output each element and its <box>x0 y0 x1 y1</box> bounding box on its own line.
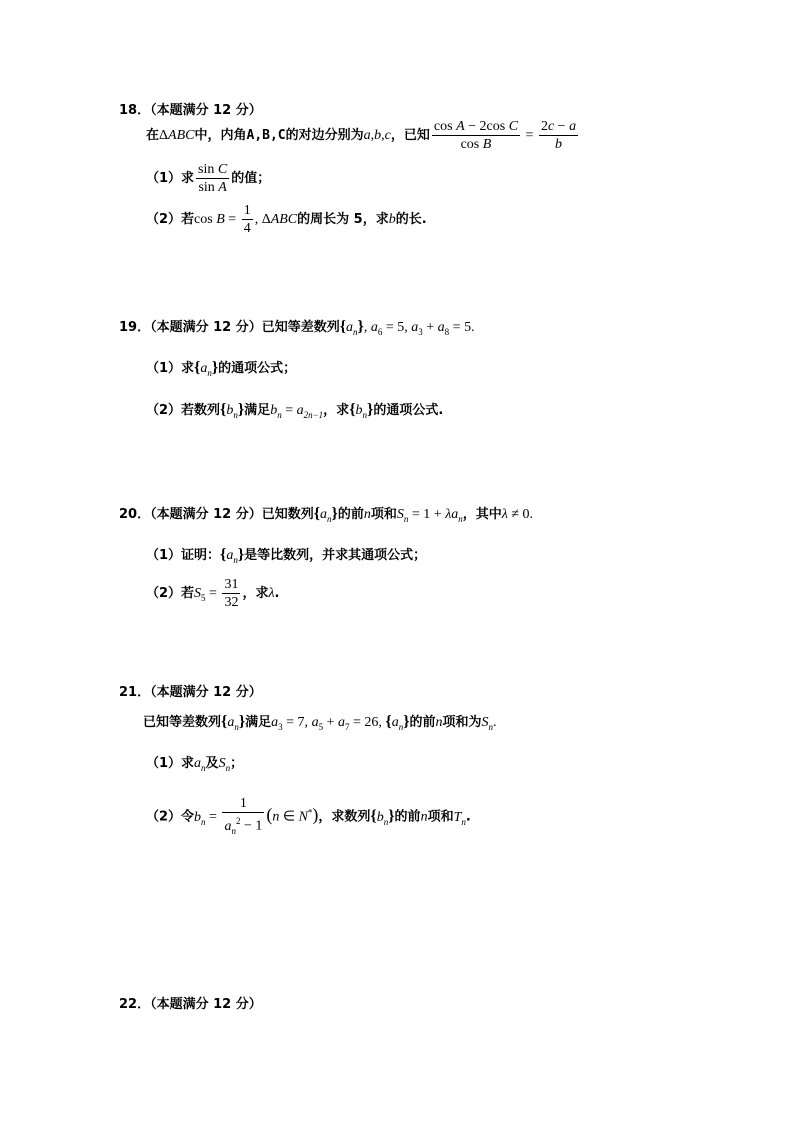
q22-heading: 22．（本题满分 12 分） <box>119 997 262 1012</box>
q18-part1: （1）求 $\frac{\text{sin C}}{\text{sin A}}$ 的值； <box>146 162 271 195</box>
q18-given-fraction: $\frac{\text{cos A − 2cos C}}{\text{cos B}}$ <box>433 119 519 152</box>
q18-quarter: $\frac{1}{4}$ <box>243 203 251 236</box>
q20-heading: 20．（本题满分 12 分）已知数列$\{a_n\}$的前n项和$S_n = 1 + \lambda a_n$，其中λ ≠ 0. <box>119 505 534 524</box>
q20-fraction: $\frac{31}{32}$ <box>224 577 239 610</box>
q21-part1: （1）求$a_n$及$S_n$； <box>146 756 244 773</box>
q18-intro: 在ΔABC中，内角A,B,C的对边分别为a,b,c，已知 $\frac{\text{cos A − 2cos C}}{\text{cos B}}$ = $\frac{2c - a}{b}$ <box>146 119 577 152</box>
q18-sin-fraction: $\frac{\text{sin C}}{\text{sin A}}$ <box>198 162 228 195</box>
q21-part2: （2）令$b_n$ = $\frac{1}{a_n^2 - 1}$ (n ∈ N*)，求数列$\{b_n\}$的前n项和$T_n$. <box>146 792 471 841</box>
q21-fraction: $\frac{1}{a_n^2 - 1}$ <box>222 795 264 839</box>
q20-part2: （2）若$S_5$ = $\frac{31}{32}$ ，求λ. <box>146 577 280 610</box>
q19-part1: （1）求$\{a_n\}$的通项公式； <box>146 359 297 378</box>
q20-part1: （1）证明：$\{a_n\}$是等比数列，并求其通项公式； <box>146 546 427 565</box>
q18-heading: 18．（本题满分 12 分） <box>119 103 262 118</box>
q21-intro: 已知等差数列$\{a_n\}$满足$a_3 = 7$, $a_5 + a_7 = 26$, $\{a_n\}$的前n项和为$S_n$. <box>143 713 497 732</box>
q19-heading: 19．（本题满分 12 分）已知等差数列$\{a_n\}$, $a_6 = 5$, $a_3 + a_8 = 5$. <box>119 318 475 337</box>
q21-heading: 21．（本题满分 12 分） <box>119 685 262 700</box>
q19-part2: （2）若数列$\{b_n\}$满足$b_n = a_{2n-1}$，求$\{b_n\}$的通项公式. <box>146 401 444 420</box>
q18-part2: （2）若cos B = $\frac{1}{4}$ , ΔABC的周长为 5，求b的长. <box>146 203 427 236</box>
q18-given-rhs: $\frac{2c - a}{b}$ <box>540 119 577 152</box>
